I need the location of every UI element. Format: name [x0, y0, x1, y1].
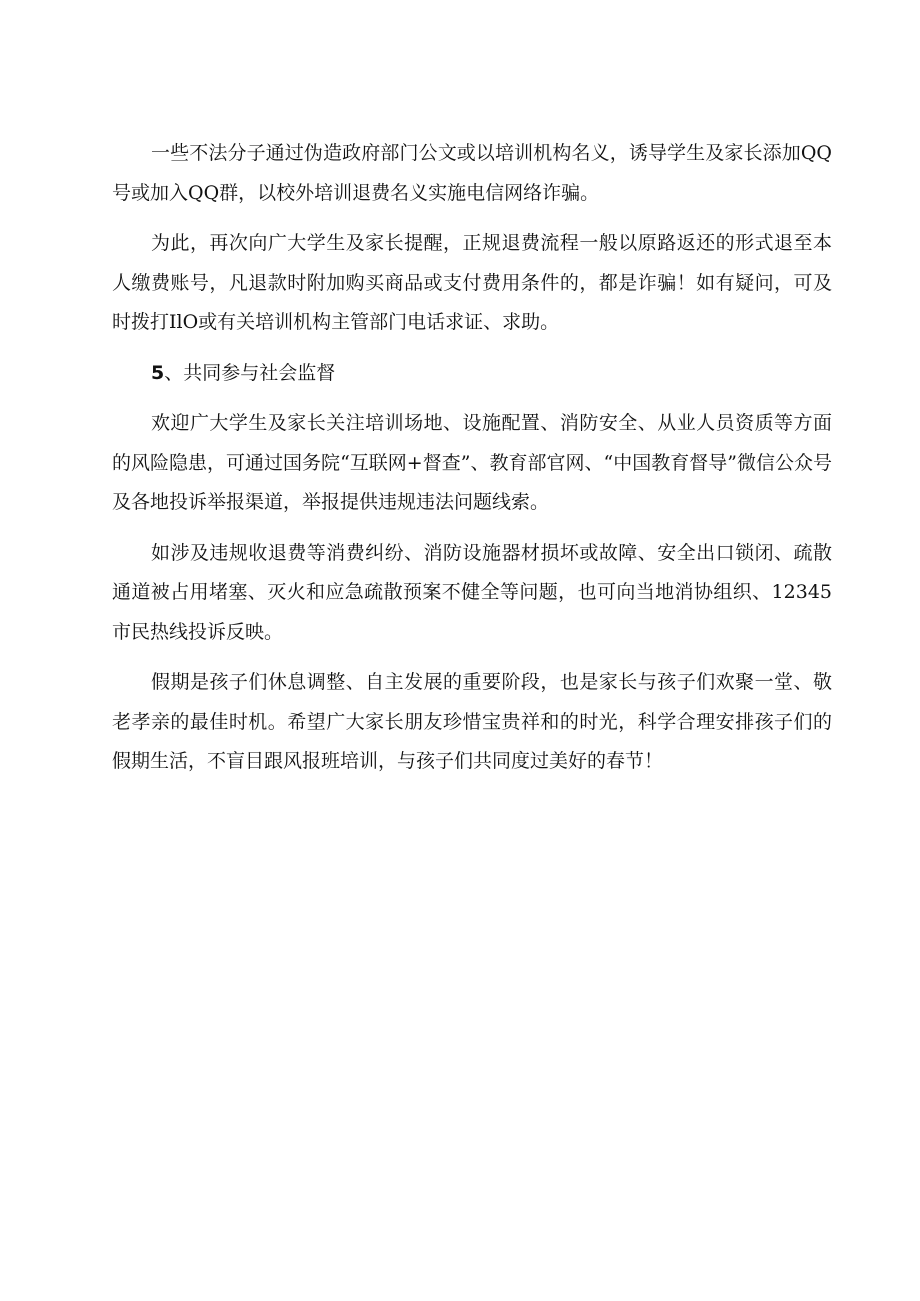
paragraph-refund-reminder: 为此，再次向广大学生及家长提醒，正规退费流程一般以原路返还的形式退至本人缴费账号，凡退款时附加购买商品或支付费用条件的，都是诈骗！如有疑问，可及时拨打IlO或有关培训机构主管部门电话求证、求助。: [112, 232, 832, 333]
paragraph-supervision: 欢迎广大学生及家长关注培训场地、设施配置、消防安全、从业人员资质等方面的风险隐患，可通过国务院“互联网+督查”、教育部官网、“中国教育督导”微信公众号及各地投诉举报渠道，举报提供违规违法问题线索。: [112, 412, 832, 513]
paragraph-fraud-warning: 一些不法分子通过伪造政府部门公文或以培训机构名义，诱导学生及家长添加QQ号或加入QQ群，以校外培训退费名义实施电信网络诈骗。: [112, 142, 832, 204]
section-heading: [112, 354, 832, 394]
paragraph-complaint: 如涉及违规收退费等消费纠纷、消防设施器材损坏或故障、安全出口锁闭、疏散通道被占用堵塞、灭火和应急疏散预案不健全等问题，也可向当地消协组织、12345市民热线投诉反映。: [112, 541, 832, 643]
section-number: 5: [151, 361, 165, 384]
section-title: 、共同参与社会监督: [164, 361, 336, 384]
document-body: [112, 134, 832, 793]
paragraph-holiday: 假期是孩子们休息调整、自主发展的重要阶段，也是家长与孩子们欢聚一堂、敬老孝亲的最佳时机。希望广大家长朋友珍惜宝贵祥和的时光，科学合理安排孩子们的假期生活，不盲目跟风报班培训，与孩子们共同度过美好的春节！: [112, 671, 832, 772]
